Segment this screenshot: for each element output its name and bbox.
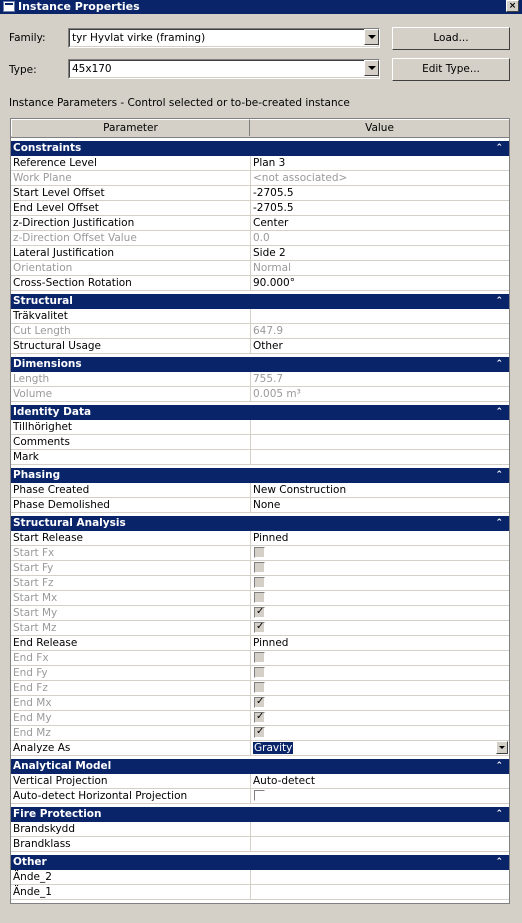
parameter-value[interactable]: Plan 3 bbox=[250, 156, 509, 170]
property-row[interactable] bbox=[11, 870, 509, 885]
group-title: Structural bbox=[13, 295, 73, 307]
window-icon bbox=[3, 1, 15, 12]
unchecked-checkbox bbox=[254, 547, 265, 558]
collapse-icon[interactable]: ⌃ bbox=[495, 857, 503, 867]
parameter-value[interactable]: Pinned bbox=[250, 531, 509, 545]
load-button[interactable]: Load... bbox=[392, 27, 510, 50]
property-row[interactable] bbox=[11, 246, 509, 261]
collapse-icon[interactable]: ⌃ bbox=[495, 359, 503, 369]
parameter-value[interactable] bbox=[250, 822, 509, 836]
family-label: Family: bbox=[9, 32, 46, 44]
group-header-identity-data[interactable] bbox=[11, 405, 509, 420]
parameter-value[interactable]: Side 2 bbox=[250, 246, 509, 260]
parameter-name: Start Mz bbox=[13, 622, 57, 634]
parameter-value: 647.9 bbox=[250, 324, 509, 338]
properties-grid[interactable] bbox=[10, 118, 510, 904]
property-row[interactable] bbox=[11, 450, 509, 465]
parameter-name: Phase Demolished bbox=[13, 499, 110, 511]
parameter-value bbox=[250, 666, 509, 680]
property-row[interactable] bbox=[11, 498, 509, 513]
property-row[interactable] bbox=[11, 651, 509, 666]
group-title: Structural Analysis bbox=[13, 517, 126, 529]
collapse-icon[interactable]: ⌃ bbox=[495, 407, 503, 417]
unchecked-checkbox bbox=[254, 562, 265, 573]
checked-checkbox bbox=[254, 622, 265, 633]
parameter-value bbox=[250, 651, 509, 665]
unchecked-checkbox bbox=[254, 652, 265, 663]
parameter-name: Start Level Offset bbox=[13, 187, 105, 199]
parameter-value bbox=[250, 621, 509, 635]
property-row[interactable] bbox=[11, 483, 509, 498]
parameter-name: z-Direction Justification bbox=[13, 217, 135, 229]
property-row[interactable] bbox=[11, 156, 509, 171]
value-column-header[interactable]: Value bbox=[250, 119, 509, 136]
parameter-value[interactable] bbox=[250, 789, 509, 803]
parameter-value: 0.0 bbox=[250, 231, 509, 245]
family-value: tyr Hyvlat virke (framing) bbox=[72, 32, 206, 44]
parameter-value bbox=[250, 576, 509, 590]
property-row[interactable] bbox=[11, 696, 509, 711]
close-button[interactable]: × bbox=[506, 0, 519, 12]
unchecked-checkbox bbox=[254, 682, 265, 693]
parameter-value[interactable] bbox=[250, 435, 509, 449]
chevron-down-icon[interactable] bbox=[364, 29, 379, 45]
group-header-dimensions[interactable] bbox=[11, 357, 509, 372]
parameter-name: End Level Offset bbox=[13, 202, 99, 214]
checked-checkbox bbox=[254, 607, 265, 618]
parameter-name: Start Mx bbox=[13, 592, 58, 604]
family-select[interactable] bbox=[68, 28, 380, 48]
checkmark-icon: ✓ bbox=[256, 606, 265, 617]
property-row[interactable] bbox=[11, 231, 509, 246]
property-row[interactable] bbox=[11, 546, 509, 561]
parameter-name: Start Fx bbox=[13, 547, 55, 559]
group-header-other[interactable] bbox=[11, 855, 509, 870]
property-row[interactable] bbox=[11, 726, 509, 741]
parameter-value: <not associated> bbox=[250, 171, 509, 185]
checkmark-icon: ✓ bbox=[256, 621, 265, 632]
chevron-down-icon[interactable] bbox=[496, 741, 508, 754]
window-title: Instance Properties bbox=[18, 0, 140, 13]
collapse-icon[interactable]: ⌃ bbox=[495, 143, 503, 153]
property-row[interactable] bbox=[11, 591, 509, 606]
parameter-name: End Mx bbox=[13, 697, 52, 709]
parameter-name: Start Fy bbox=[13, 562, 54, 574]
parameter-name: Start My bbox=[13, 607, 58, 619]
parameter-name: End Fz bbox=[13, 682, 48, 694]
instance-parameters-caption: Instance Parameters - Control selected or to-be-created instance bbox=[9, 97, 350, 109]
group-header-constraints[interactable] bbox=[11, 141, 509, 156]
parameter-value[interactable]: 90.000° bbox=[250, 276, 509, 290]
parameter-name: Comments bbox=[13, 436, 70, 448]
unchecked-checkbox bbox=[254, 577, 265, 588]
checkmark-icon: ✓ bbox=[256, 726, 265, 737]
parameter-name: End Mz bbox=[13, 727, 51, 739]
parameter-value bbox=[250, 561, 509, 575]
parameter-name: Start Release bbox=[13, 532, 84, 544]
parameter-name: z-Direction Offset Value bbox=[13, 232, 137, 244]
parameter-value: 0.005 m³ bbox=[250, 387, 509, 401]
collapse-icon[interactable]: ⌃ bbox=[495, 761, 503, 771]
parameter-name: Lateral Justification bbox=[13, 247, 115, 259]
property-row[interactable] bbox=[11, 666, 509, 681]
checkmark-icon: ✓ bbox=[256, 711, 265, 722]
parameter-value[interactable]: Pinned bbox=[250, 636, 509, 650]
collapse-icon[interactable]: ⌃ bbox=[495, 518, 503, 528]
group-title: Analytical Model bbox=[13, 760, 112, 772]
parameter-name: Cross-Section Rotation bbox=[13, 277, 132, 289]
parameter-name: Ände_2 bbox=[13, 871, 52, 883]
property-row[interactable] bbox=[11, 420, 509, 435]
parameter-name: Mark bbox=[13, 451, 39, 463]
parameter-value[interactable]: Other bbox=[250, 339, 509, 353]
property-row[interactable] bbox=[11, 435, 509, 450]
parameter-value[interactable] bbox=[250, 741, 509, 755]
parameter-value[interactable] bbox=[250, 870, 509, 884]
parameter-value[interactable] bbox=[250, 309, 509, 323]
property-row[interactable] bbox=[11, 186, 509, 201]
property-row[interactable] bbox=[11, 339, 509, 354]
parameter-value bbox=[250, 696, 509, 710]
parameter-value[interactable] bbox=[250, 420, 509, 434]
property-row[interactable] bbox=[11, 309, 509, 324]
parameter-value[interactable]: None bbox=[250, 498, 509, 512]
parameter-value[interactable] bbox=[250, 885, 509, 899]
collapse-icon[interactable]: ⌃ bbox=[495, 470, 503, 480]
parameter-name: Analyze As bbox=[13, 742, 71, 754]
parameter-name: Auto-detect Horizontal Projection bbox=[13, 790, 188, 802]
type-value: 45x170 bbox=[72, 63, 112, 75]
parameter-name: Volume bbox=[13, 388, 53, 400]
parameter-value bbox=[250, 711, 509, 725]
property-row[interactable] bbox=[11, 531, 509, 546]
parameter-name: Brandklass bbox=[13, 838, 71, 850]
group-header-analytical-model[interactable] bbox=[11, 759, 509, 774]
property-row[interactable] bbox=[11, 171, 509, 186]
parameter-name: Structural Usage bbox=[13, 340, 102, 352]
property-row[interactable] bbox=[11, 621, 509, 636]
property-row[interactable] bbox=[11, 216, 509, 231]
parameter-name: Cut Length bbox=[13, 325, 71, 337]
title-bar bbox=[0, 0, 522, 14]
property-row[interactable] bbox=[11, 681, 509, 696]
type-label: Type: bbox=[9, 64, 37, 76]
grid-header bbox=[11, 119, 509, 138]
unchecked-checkbox[interactable] bbox=[254, 790, 265, 801]
parameter-name: End My bbox=[13, 712, 52, 724]
group-header-structural[interactable] bbox=[11, 294, 509, 309]
parameter-value[interactable]: -2705.5 bbox=[250, 186, 509, 200]
parameter-name: Tillhörighet bbox=[13, 421, 73, 433]
parameter-value bbox=[250, 546, 509, 560]
parameter-name: Length bbox=[13, 373, 50, 385]
parameter-name: End Fy bbox=[13, 667, 48, 679]
collapse-icon[interactable]: ⌃ bbox=[495, 809, 503, 819]
parameter-name: Ände_1 bbox=[13, 886, 52, 898]
unchecked-checkbox bbox=[254, 667, 265, 678]
parameter-value[interactable]: Auto-detect bbox=[250, 774, 509, 788]
group-header-phasing[interactable] bbox=[11, 468, 509, 483]
parameter-value: Normal bbox=[250, 261, 509, 275]
group-separator bbox=[11, 900, 509, 903]
parameter-value[interactable]: -2705.5 bbox=[250, 201, 509, 215]
property-row[interactable] bbox=[11, 741, 509, 756]
property-row[interactable] bbox=[11, 324, 509, 339]
parameter-name: Träkvalitet bbox=[13, 310, 68, 322]
property-row[interactable] bbox=[11, 261, 509, 276]
parameter-name: Start Fz bbox=[13, 577, 54, 589]
group-title: Fire Protection bbox=[13, 808, 102, 820]
analyze-as-value[interactable]: Gravity bbox=[254, 742, 293, 754]
property-row[interactable] bbox=[11, 885, 509, 900]
group-header-fire-protection[interactable] bbox=[11, 807, 509, 822]
property-row[interactable] bbox=[11, 201, 509, 216]
group-title: Other bbox=[13, 856, 47, 868]
property-row[interactable] bbox=[11, 774, 509, 789]
property-row[interactable] bbox=[11, 372, 509, 387]
chevron-down-icon[interactable] bbox=[364, 60, 379, 76]
group-title: Constraints bbox=[13, 142, 82, 154]
parameter-name: Vertical Projection bbox=[13, 775, 108, 787]
property-row[interactable] bbox=[11, 837, 509, 852]
property-row[interactable] bbox=[11, 606, 509, 621]
type-select[interactable] bbox=[68, 59, 380, 79]
parameter-value bbox=[250, 726, 509, 740]
checked-checkbox bbox=[254, 727, 265, 738]
parameter-value[interactable]: Center bbox=[250, 216, 509, 230]
property-row[interactable] bbox=[11, 276, 509, 291]
group-title: Dimensions bbox=[13, 358, 82, 370]
property-row[interactable] bbox=[11, 561, 509, 576]
parameter-value bbox=[250, 681, 509, 695]
parameter-name: End Fx bbox=[13, 652, 49, 664]
parameter-name: Phase Created bbox=[13, 484, 90, 496]
collapse-icon[interactable]: ⌃ bbox=[495, 296, 503, 306]
parameter-name: Reference Level bbox=[13, 157, 97, 169]
parameter-name: Brandskydd bbox=[13, 823, 75, 835]
edit-type-button[interactable]: Edit Type... bbox=[392, 58, 510, 81]
property-row[interactable] bbox=[11, 576, 509, 591]
parameter-name: End Release bbox=[13, 637, 78, 649]
checkmark-icon: ✓ bbox=[256, 696, 265, 707]
property-row[interactable] bbox=[11, 789, 509, 804]
parameter-name: Work Plane bbox=[13, 172, 72, 184]
group-title: Identity Data bbox=[13, 406, 92, 418]
checked-checkbox bbox=[254, 712, 265, 723]
group-title: Phasing bbox=[13, 469, 61, 481]
parameter-value bbox=[250, 606, 509, 620]
parameter-value[interactable] bbox=[250, 837, 509, 851]
parameter-value[interactable] bbox=[250, 450, 509, 464]
checked-checkbox bbox=[254, 697, 265, 708]
group-header-structural-analysis[interactable] bbox=[11, 516, 509, 531]
parameter-name: Orientation bbox=[13, 262, 73, 274]
parameter-column-header[interactable]: Parameter bbox=[11, 119, 250, 136]
property-row[interactable] bbox=[11, 822, 509, 837]
unchecked-checkbox bbox=[254, 592, 265, 603]
parameter-value: 755.7 bbox=[250, 372, 509, 386]
property-row[interactable] bbox=[11, 387, 509, 402]
parameter-value bbox=[250, 591, 509, 605]
parameter-value[interactable]: New Construction bbox=[250, 483, 509, 497]
property-row[interactable] bbox=[11, 636, 509, 651]
property-row[interactable] bbox=[11, 711, 509, 726]
